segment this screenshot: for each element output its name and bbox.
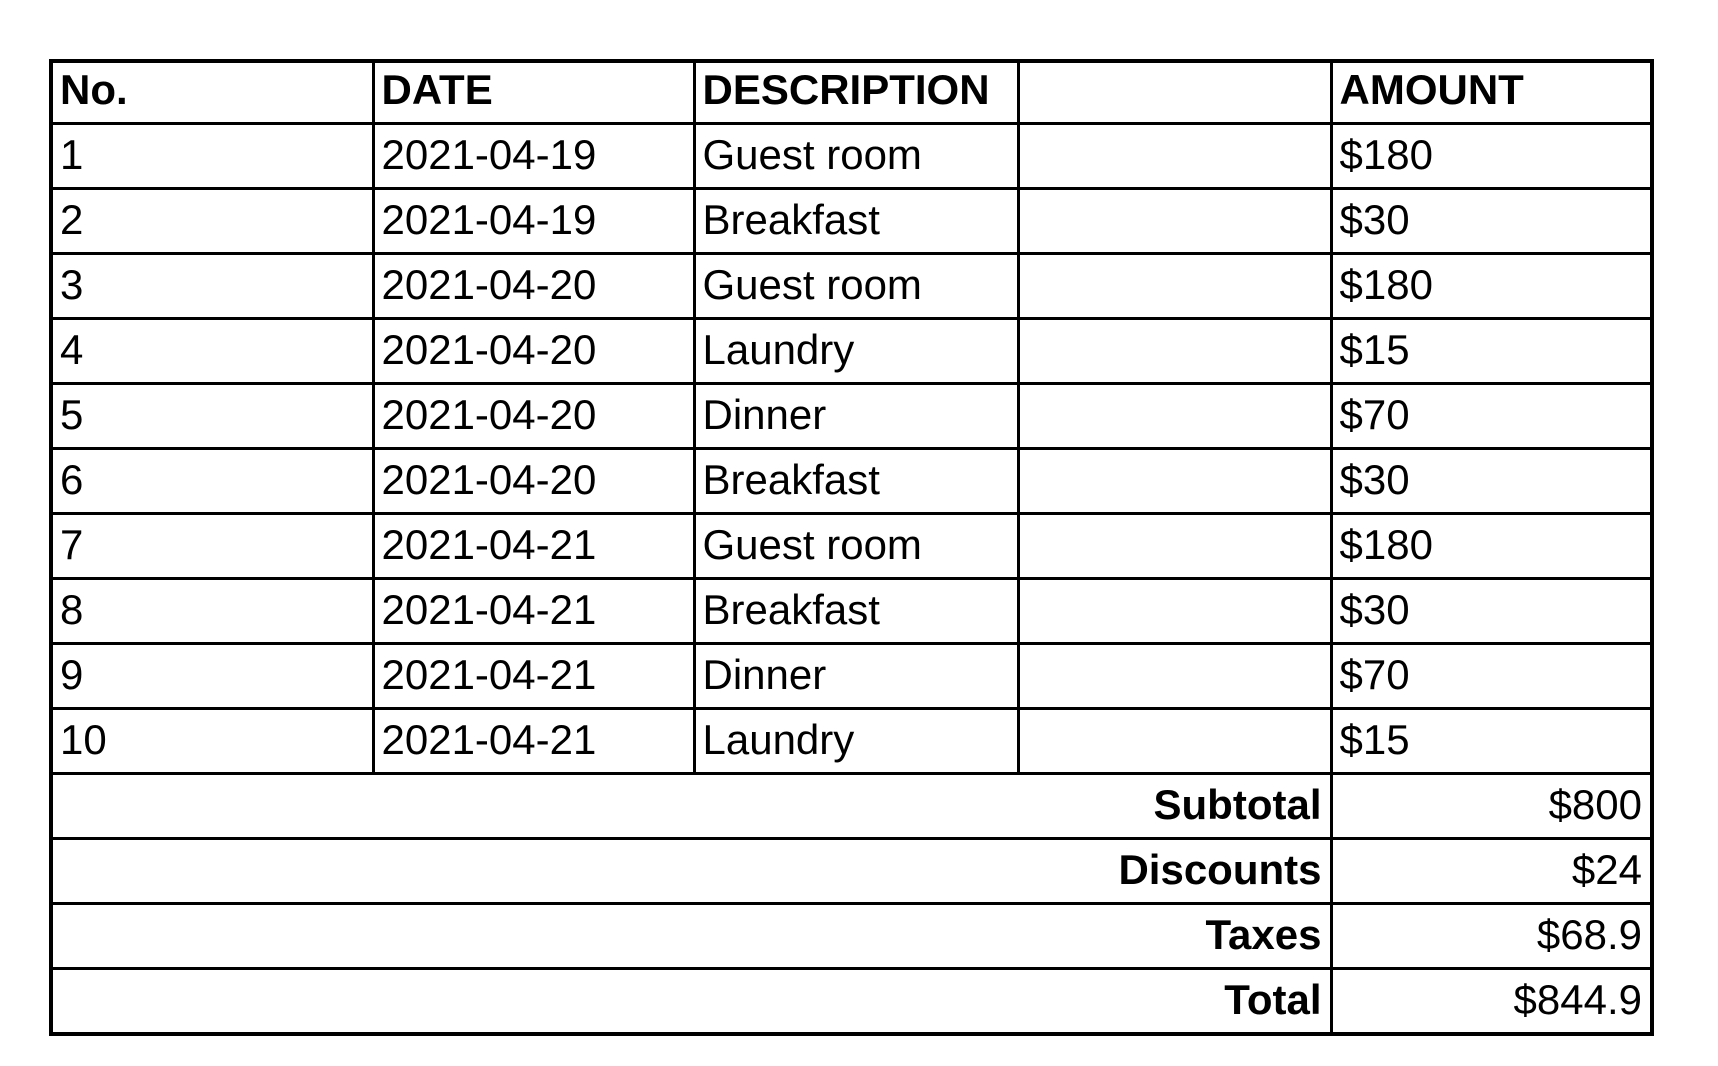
cell-date: 2021-04-20: [373, 384, 694, 449]
total-row: [51, 969, 1652, 1034]
invoice-sheet: [49, 59, 1654, 1036]
cell-amount: $15: [1331, 319, 1652, 384]
cell-blank: [1018, 189, 1331, 254]
cell-blank: [1018, 449, 1331, 514]
total-label: Total: [51, 969, 1331, 1034]
taxes-label: Taxes: [51, 904, 1331, 969]
cell-description: Laundry: [694, 319, 1018, 384]
cell-date: 2021-04-20: [373, 449, 694, 514]
cell-description: Dinner: [694, 384, 1018, 449]
cell-amount: $180: [1331, 254, 1652, 319]
header-row: [51, 61, 1652, 124]
table-row: [51, 319, 1652, 384]
cell-blank: [1018, 644, 1331, 709]
cell-blank: [1018, 384, 1331, 449]
taxes-row: [51, 904, 1652, 969]
invoice-table: [49, 59, 1654, 1036]
cell-amount: $180: [1331, 124, 1652, 189]
cell-no: 9: [51, 644, 373, 709]
cell-description: Guest room: [694, 254, 1018, 319]
cell-date: 2021-04-21: [373, 644, 694, 709]
taxes-amount: $68.9: [1331, 904, 1652, 969]
cell-date: 2021-04-21: [373, 514, 694, 579]
cell-blank: [1018, 124, 1331, 189]
cell-date: 2021-04-19: [373, 124, 694, 189]
header-blank: [1018, 61, 1331, 124]
cell-no: 3: [51, 254, 373, 319]
subtotal-label: Subtotal: [51, 774, 1331, 839]
header-amount: AMOUNT: [1331, 61, 1652, 124]
header-date: DATE: [373, 61, 694, 124]
cell-blank: [1018, 709, 1331, 774]
cell-amount: $30: [1331, 579, 1652, 644]
header-description: DESCRIPTION: [694, 61, 1018, 124]
cell-blank: [1018, 579, 1331, 644]
cell-date: 2021-04-20: [373, 254, 694, 319]
cell-description: Guest room: [694, 124, 1018, 189]
cell-blank: [1018, 254, 1331, 319]
cell-description: Breakfast: [694, 449, 1018, 514]
cell-amount: $30: [1331, 449, 1652, 514]
cell-no: 5: [51, 384, 373, 449]
cell-blank: [1018, 514, 1331, 579]
cell-description: Laundry: [694, 709, 1018, 774]
table-row: [51, 709, 1652, 774]
cell-no: 10: [51, 709, 373, 774]
cell-amount: $180: [1331, 514, 1652, 579]
table-row: [51, 254, 1652, 319]
table-row: [51, 449, 1652, 514]
cell-date: 2021-04-21: [373, 709, 694, 774]
cell-no: 4: [51, 319, 373, 384]
cell-blank: [1018, 319, 1331, 384]
cell-no: 2: [51, 189, 373, 254]
cell-no: 7: [51, 514, 373, 579]
cell-amount: $15: [1331, 709, 1652, 774]
table-row: [51, 579, 1652, 644]
subtotal-row: [51, 774, 1652, 839]
cell-description: Breakfast: [694, 189, 1018, 254]
cell-amount: $70: [1331, 384, 1652, 449]
cell-date: 2021-04-19: [373, 189, 694, 254]
subtotal-amount: $800: [1331, 774, 1652, 839]
cell-amount: $30: [1331, 189, 1652, 254]
cell-date: 2021-04-20: [373, 319, 694, 384]
table-row: [51, 189, 1652, 254]
cell-no: 1: [51, 124, 373, 189]
table-row: [51, 384, 1652, 449]
cell-no: 8: [51, 579, 373, 644]
cell-description: Dinner: [694, 644, 1018, 709]
discounts-row: [51, 839, 1652, 904]
discounts-amount: $24: [1331, 839, 1652, 904]
cell-date: 2021-04-21: [373, 579, 694, 644]
header-no: No.: [51, 61, 373, 124]
cell-description: Guest room: [694, 514, 1018, 579]
table-row: [51, 514, 1652, 579]
table-row: [51, 124, 1652, 189]
cell-description: Breakfast: [694, 579, 1018, 644]
discounts-label: Discounts: [51, 839, 1331, 904]
total-amount: $844.9: [1331, 969, 1652, 1034]
table-row: [51, 644, 1652, 709]
cell-amount: $70: [1331, 644, 1652, 709]
cell-no: 6: [51, 449, 373, 514]
